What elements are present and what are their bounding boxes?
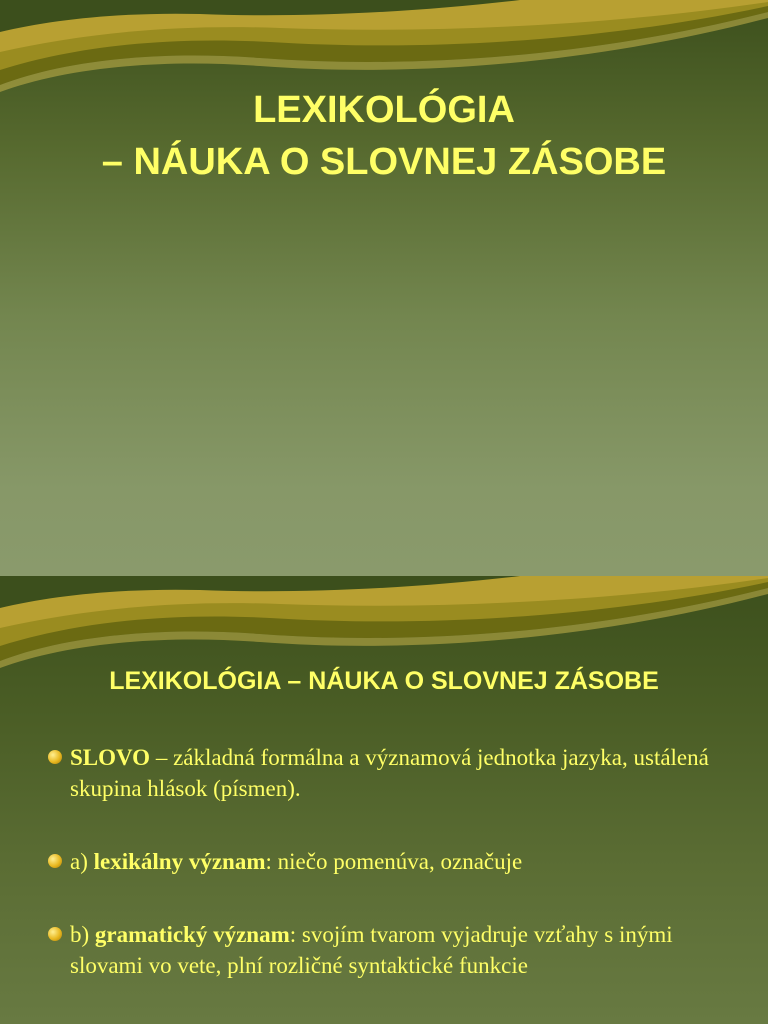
bullet-item — [48, 919, 738, 981]
bullet-dot-icon — [48, 927, 62, 941]
slide-1-title — [0, 84, 768, 188]
bullet-text: : svojím tvarom vyjadruje vzťahy s inými slovami vo vete, plní rozličné syntaktické funkcie — [70, 922, 673, 978]
bullet-list — [48, 742, 738, 981]
bullet-term: lexikálny význam — [93, 849, 266, 874]
bullet-dot-icon — [48, 854, 62, 868]
bullet-prefix: b) — [70, 922, 95, 947]
slide-2-title: LEXIKOLÓGIA – NÁUKA O SLOVNEJ ZÁSOBE — [109, 667, 659, 695]
bullet-item — [48, 846, 738, 877]
slide-2 — [0, 576, 768, 1024]
bullet-item — [48, 742, 738, 804]
bullet-prefix: a) — [70, 849, 94, 874]
bullet-text: – základná formálna a významová jednotka jazyka, ustálená skupina hlások (písmen). — [70, 745, 709, 801]
bullet-dot-icon — [48, 750, 62, 764]
bullet-term: gramatický význam — [94, 922, 290, 947]
bullet-term: SLOVO — [70, 745, 151, 770]
bullet-text: : niečo pomenúva, označuje — [265, 849, 523, 874]
title-line-1: LEXIKOLÓGIA — [253, 89, 515, 131]
title-line-2: – NÁUKA O SLOVNEJ ZÁSOBE — [101, 141, 667, 183]
